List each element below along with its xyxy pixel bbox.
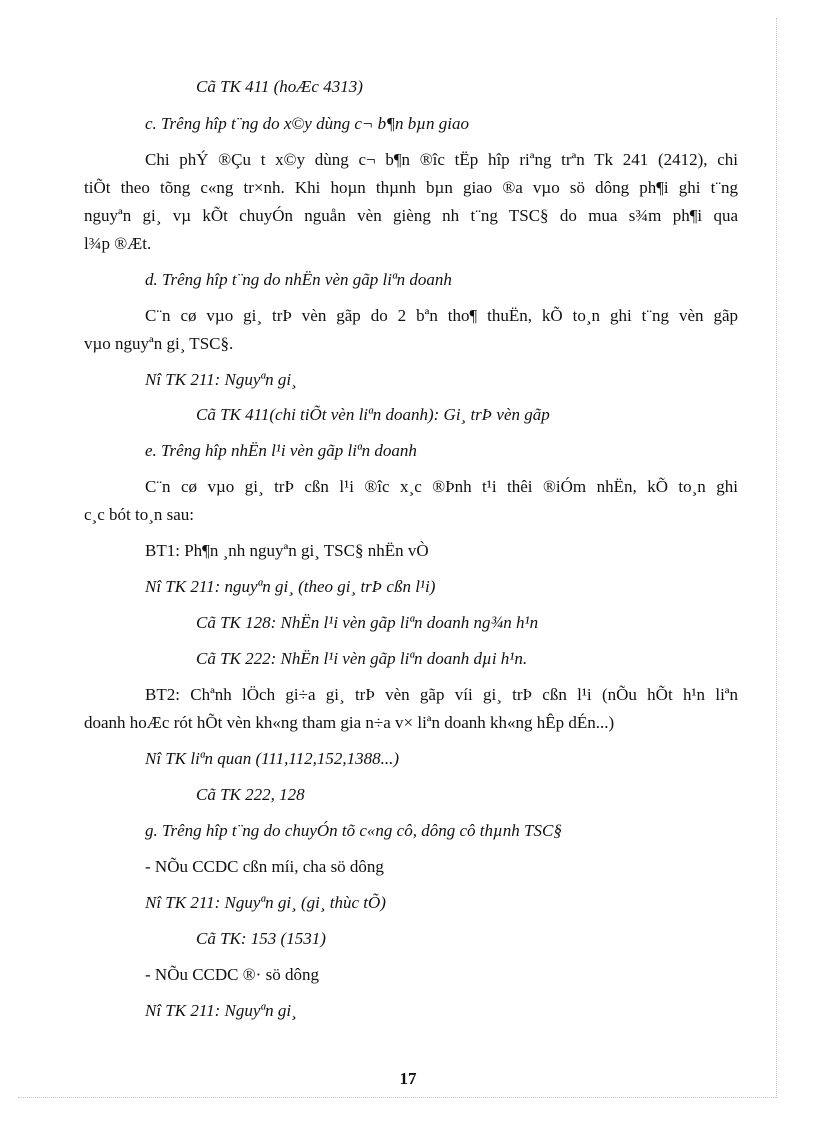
entry-debit: Nî TK 211: nguyªn gi¸ (theo gi¸ trÞ cßn l¹i) <box>145 577 436 596</box>
entry-debit: Nî TK liªn quan (111,112,152,1388...) <box>145 749 400 768</box>
paragraph-line: c¸c bót to¸n sau: <box>84 505 194 524</box>
paragraph-line: vµo nguyªn gi¸ TSC§. <box>84 334 234 353</box>
section-heading-c: c. Trêng hîp t¨ng do x©y dùng c¬ b¶n bµn giao <box>145 114 470 133</box>
text-line: Cã TK 411 (hoÆc 4313) <box>196 77 363 96</box>
bt2-line: BT2: Chªnh lÖch gi÷a gi¸ trÞ vèn gãp víi gi¸ trÞ cßn l¹i (nÕu hÕt h¹n liªn <box>145 685 738 704</box>
paragraph-line: Chi phÝ ®Çu t x©y dùng c¬ b¶n ®îc tËp hîp riªng trªn Tk 241 (2412), chi <box>145 150 738 169</box>
bt1-line: BT1: Ph¶n ¸nh nguyªn gi¸ TSC§ nhËn vÒ <box>145 541 429 560</box>
entry-debit: Nî TK 211: Nguyªn gi¸ (gi¸ thùc tÕ) <box>145 893 386 912</box>
entry-credit: Cã TK 411(chi tiÕt vèn liªn doanh): Gi¸ trÞ vèn gãp <box>196 405 550 424</box>
entry-credit: Cã TK: 153 (1531) <box>196 929 326 948</box>
paragraph-line: tiÕt theo tõng c«ng tr×nh. Khi hoµn thµnh bµn giao ®a vµo sö dông ph¶i ghi t¨ng <box>84 178 738 197</box>
page-border-right <box>776 18 777 1098</box>
entry-credit: Cã TK 222: NhËn l¹i vèn gãp liªn doanh dµi h¹n. <box>196 649 528 668</box>
section-heading-e: e. Trêng hîp nhËn l¹i vèn gãp liªn doanh <box>145 441 417 460</box>
paragraph-line: nguyªn gi¸ vµ kÕt chuyÓn nguån vèn gièng nh t¨ng TSC§ do mua s¾m ph¶i qua <box>84 206 738 225</box>
paragraph-line: C¨n cø vµo gi¸ trÞ vèn gãp do 2 bªn tho¶ thuËn, kÕ to¸n ghi t¨ng vèn gãp <box>145 306 738 325</box>
section-heading-d: d. Trêng hîp t¨ng do nhËn vèn gãp liªn doanh <box>145 270 452 289</box>
paragraph-line: C¨n cø vµo gi¸ trÞ cßn l¹i ®îc x¸c ®Þnh t¹i thêi ®iÓm nhËn, kÕ to¸n ghi <box>145 477 738 496</box>
section-heading-g: g. Trêng hîp t¨ng do chuyÓn tõ c«ng cô, dông cô thµnh TSC§ <box>145 821 562 840</box>
paragraph-line: l¾p ®Æt. <box>84 234 152 253</box>
bullet-line: - NÕu CCDC cßn míi, cha sö dông <box>145 857 384 876</box>
entry-credit: Cã TK 128: NhËn l¹i vèn gãp liªn doanh ng¾n h¹n <box>196 613 539 632</box>
paragraph-line: doanh hoÆc rót hÕt vèn kh«ng tham gia n÷a v× liªn doanh kh«ng hÊp dÉn...) <box>84 713 615 732</box>
entry-debit: Nî TK 211: Nguyªn gi¸ <box>145 370 297 389</box>
page-number: 17 <box>399 1069 417 1088</box>
entry-credit: Cã TK 222, 128 <box>196 785 305 804</box>
entry-debit: Nî TK 211: Nguyªn gi¸ <box>145 1001 297 1020</box>
page-border-bottom <box>18 1097 778 1098</box>
bullet-line: - NÕu CCDC ®· sö dông <box>145 965 319 984</box>
